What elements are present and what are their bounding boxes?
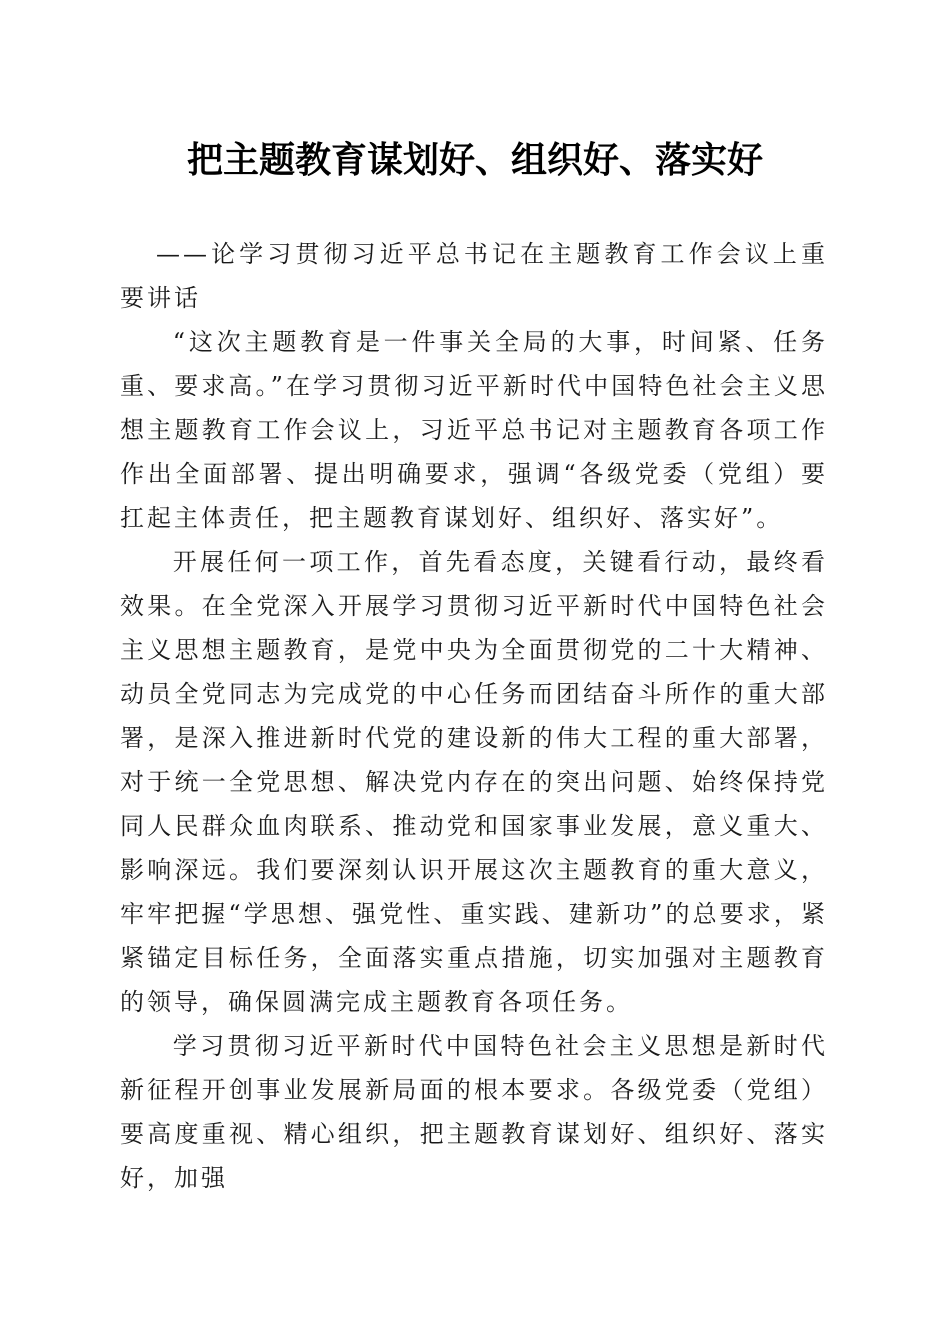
paragraph-2: 开展任何一项工作，首先看态度，关键看行动，最终看效果。在全党深入开展学习贯彻习近平新时代中国特色社会主义思想主题教育，是党中央为全面贯彻党的二十大精神、动员全党同志为完成党的中心任务而团结奋斗所作的重大部署，是深入推进新时代党的建设新的伟大工程的重大部署，对于统一全党思想、解决党内存在的突出问题、始终保持党同人民群众血肉联系、推动党和国家事业发展，意义重大、影响深远。我们要深刻认识开展这次主题教育的重大意义，牢牢把握“学思想、强党性、重实践、建新功”的总要求，紧紧锚定目标任务，全面落实重点措施，切实加强对主题教育的领导，确保圆满完成主题教育各项任务。 — [120, 548, 828, 1016]
paragraph-3: 学习贯彻习近平新时代中国特色社会主义思想是新时代新征程开创事业发展新局面的根本要求。各级党委（党组）要高度重视、精心组织，把主题教育谋划好、组织好、落实好，加强 — [120, 1032, 828, 1192]
document-body — [120, 232, 828, 1200]
document-title: 把主题教育谋划好、组织好、落实好 — [186, 139, 763, 181]
document-subtitle: ——论学习贯彻习近平总书记在主题教育工作会议上重要讲话 — [120, 240, 828, 312]
paragraph-1: “这次主题教育是一件事关全局的大事，时间紧、任务重、要求高。”在学习贯彻习近平新时代中国特色社会主义思想主题教育工作会议上，习近平总书记对主题教育各项工作作出全面部署、提出明确要求，强调“各级党委（党组）要扛起主体责任，把主题教育谋划好、组织好、落实好”。 — [120, 328, 828, 532]
